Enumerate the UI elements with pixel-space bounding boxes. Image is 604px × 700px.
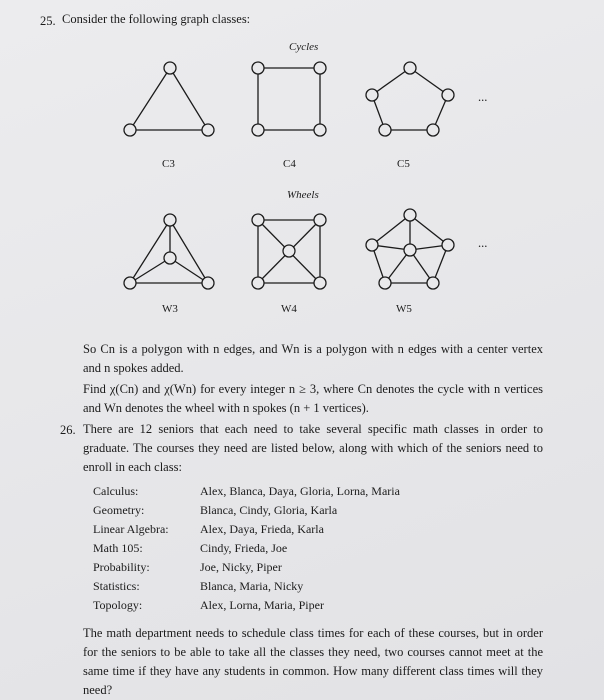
- problem-25-question: Find χ(Cn) and χ(Wn) for every integer n ≥ 3, where Cn denotes the cycle with n vertices and Wn denotes the wheel with n spokes (n + 1 vertices).: [83, 382, 543, 415]
- label-c4: C4: [283, 158, 296, 170]
- cycle-c3: [124, 62, 214, 136]
- course-students: Blanca, Cindy, Gloria, Karla: [200, 503, 338, 517]
- cycle-c5: [366, 62, 454, 136]
- course-students: Cindy, Frieda, Joe: [200, 541, 288, 555]
- label-c5: C5: [397, 158, 410, 170]
- course-name: Probability:: [93, 560, 150, 574]
- course-name: Geometry:: [93, 503, 145, 517]
- label-w4: W4: [281, 303, 297, 315]
- problem-26-number: 26.: [60, 423, 76, 437]
- problem-25-definition: So Cn is a polygon with n edges, and Wn is a polygon with n edges with a center vertex and n spokes added.: [83, 342, 543, 375]
- wheels-ellipsis: ...: [478, 236, 488, 250]
- label-c3: C3: [162, 158, 175, 170]
- course-students: Alex, Blanca, Daya, Gloria, Lorna, Maria: [200, 484, 400, 498]
- course-name: Topology:: [93, 598, 143, 612]
- course-students: Blanca, Maria, Nicky: [200, 579, 304, 593]
- course-name: Math 105:: [93, 541, 143, 555]
- cycle-c4: [252, 62, 326, 136]
- label-w5: W5: [396, 303, 412, 315]
- course-name: Linear Algebra:: [93, 522, 169, 536]
- problem-25-number: 25.: [40, 14, 56, 28]
- problem-26-intro: There are 12 seniors that each need to take several specific math classes in order to graduate. The courses they need are listed below, along with which of the seniors need to enroll in each class:: [83, 422, 543, 474]
- course-name: Calculus:: [93, 484, 139, 498]
- label-w3: W3: [162, 303, 178, 315]
- cycles-heading: Cycles: [289, 41, 319, 53]
- wheel-w5: [366, 209, 454, 289]
- problem-26-question: The math department needs to schedule class times for each of these courses, but in order for the seniors to be able to take all the classes they need, two courses cannot meet at the same time if they have any students in common. How many different class times will they need?: [83, 626, 543, 697]
- problem-25-intro: Consider the following graph classes:: [62, 12, 251, 26]
- course-students: Joe, Nicky, Piper: [200, 560, 282, 574]
- cycles-ellipsis: ...: [478, 90, 488, 104]
- course-name: Statistics:: [93, 579, 140, 593]
- wheel-w3: [124, 214, 214, 289]
- course-students: Alex, Lorna, Maria, Piper: [200, 598, 324, 612]
- course-students: Alex, Daya, Frieda, Karla: [200, 522, 324, 536]
- wheel-w4: [252, 214, 326, 289]
- wheels-heading: Wheels: [287, 189, 319, 201]
